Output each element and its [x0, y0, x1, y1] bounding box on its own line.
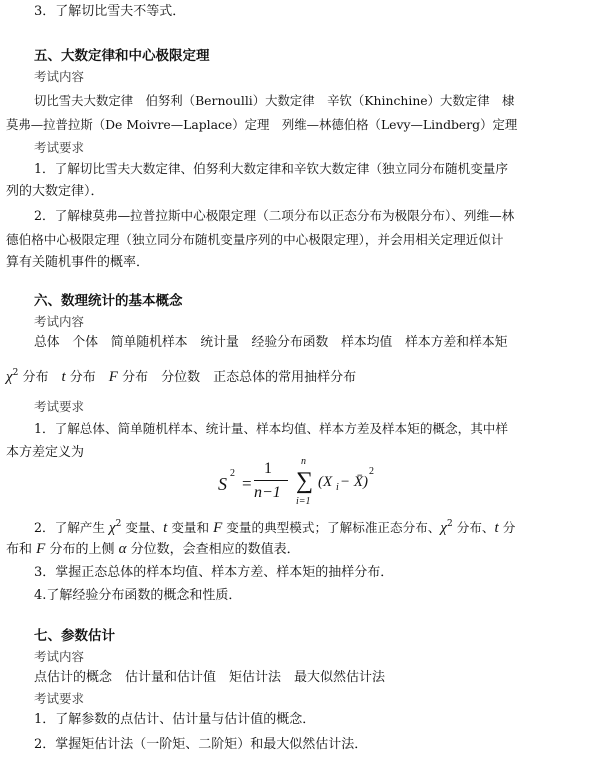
text-line	[6, 364, 356, 387]
text-line: 算有关随机事件的概率．	[6, 255, 150, 270]
text-line: 3．掌握正态总体的样本均值、样本方差、样本矩的抽样分布．	[34, 565, 394, 580]
text-line: 4.了解经验分布函数的概念和性质．	[34, 588, 242, 603]
summation-symbol: ∑	[296, 468, 314, 494]
section-heading-6: 六、数理统计的基本概念	[34, 293, 183, 309]
text-seg: 分布的上侧	[45, 542, 119, 557]
text-line: 1．了解切比雪夫大数定律、伯努利大数定律和辛钦大数定律（独立同分布随机变量序	[34, 161, 508, 176]
text-seg: 分布	[65, 370, 109, 385]
text-seg: 分位数，会查相应的数值表．	[126, 542, 300, 557]
text-seg: 变量和	[167, 520, 214, 535]
text-seg: 分布、	[452, 520, 495, 535]
formula-sub: i	[336, 482, 339, 493]
text-line: 1．了解总体、简单随机样本、统计量、样本均值、样本方差及样本矩的概念，其中样	[34, 421, 508, 436]
math-chi: χ	[6, 369, 13, 385]
math-sup: 2	[115, 519, 122, 529]
text-seg: 布和	[6, 542, 37, 557]
text-line: 切比雪夫大数定律 伯努利（Bernoulli）大数定律 辛钦（Khinchine）大数定律 棣	[34, 93, 515, 108]
math-chi: χ	[109, 520, 116, 536]
summation-upper: n	[301, 456, 306, 467]
formula-s: S	[218, 474, 227, 494]
text-seg: 分	[498, 520, 516, 535]
subheading-exam-content: 考试内容	[34, 314, 85, 329]
math-t: t	[494, 520, 499, 536]
text-line: 3．了解切比雪夫不等式．	[34, 4, 186, 19]
text-line: 总体 个体 简单随机样本 统计量 经验分布函数 样本均值 样本方差和样本矩	[34, 335, 508, 350]
math-sup: 2	[447, 519, 453, 529]
formula-body-rest: − X̄)	[340, 474, 369, 490]
section-heading-5: 五、大数定律和中心极限定理	[34, 48, 210, 64]
formula-sup: 2	[230, 468, 235, 479]
text-line	[34, 515, 515, 537]
text-line: 德伯格中心极限定理（独立同分布随机变量序列的中心极限定理），并会用相关定理近似计	[6, 232, 504, 247]
math-t: t	[61, 369, 66, 385]
subheading-exam-content: 考试内容	[34, 649, 85, 664]
math-alpha: α	[118, 541, 127, 557]
text-seg: 分布	[18, 370, 62, 385]
section-heading-7: 七、参数估计	[34, 628, 115, 644]
math-t: t	[163, 520, 168, 536]
fraction-bar	[254, 480, 288, 481]
formula-power: 2	[369, 466, 374, 477]
math-f: F	[108, 369, 118, 385]
text-seg: 变量、	[121, 520, 164, 535]
math-chi: χ	[440, 520, 447, 536]
math-sup: 2	[12, 368, 19, 378]
text-seg: 变量的典型模式；了解标准正态分布、	[222, 520, 441, 535]
formula-numerator: 1	[264, 460, 272, 477]
formula-equals: =	[242, 474, 252, 493]
text-seg: 分布 分位数 正态总体的常用抽样分布	[117, 370, 357, 385]
summation-lower: i=1	[296, 496, 311, 507]
text-line: 本方差定义为	[6, 445, 85, 460]
text-line: 点估计的概念 估计量和估计值 矩估计法 最大似然估计法	[34, 670, 386, 685]
text-line	[6, 540, 300, 559]
text-line: 2．掌握矩估计法（一阶矩、二阶矩）和最大似然估计法．	[34, 737, 368, 752]
subheading-exam-requirements: 考试要求	[34, 691, 85, 706]
math-f: F	[36, 541, 46, 557]
text-line: 2．了解棣莫弗—拉普拉斯中心极限定理（二项分布以正态分布为极限分布）、列维—林	[34, 208, 515, 223]
text-seg: 2．了解产生	[34, 520, 109, 535]
formula-denominator: n−1	[254, 484, 281, 501]
subheading-exam-requirements: 考试要求	[34, 399, 85, 414]
sample-variance-formula	[218, 456, 378, 510]
subheading-exam-content: 考试内容	[34, 69, 85, 84]
math-f: F	[213, 520, 223, 536]
subheading-exam-requirements: 考试要求	[34, 140, 85, 155]
text-line: 列的大数定律）．	[6, 184, 104, 199]
text-line: 莫弗—拉普拉斯（De Moivre—Laplace）定理 列维—林德伯格（Levy—Lindberg）定理	[6, 117, 518, 132]
text-line: 1．了解参数的点估计、估计量与估计值的概念．	[34, 712, 316, 727]
formula-body: (X	[318, 474, 333, 490]
